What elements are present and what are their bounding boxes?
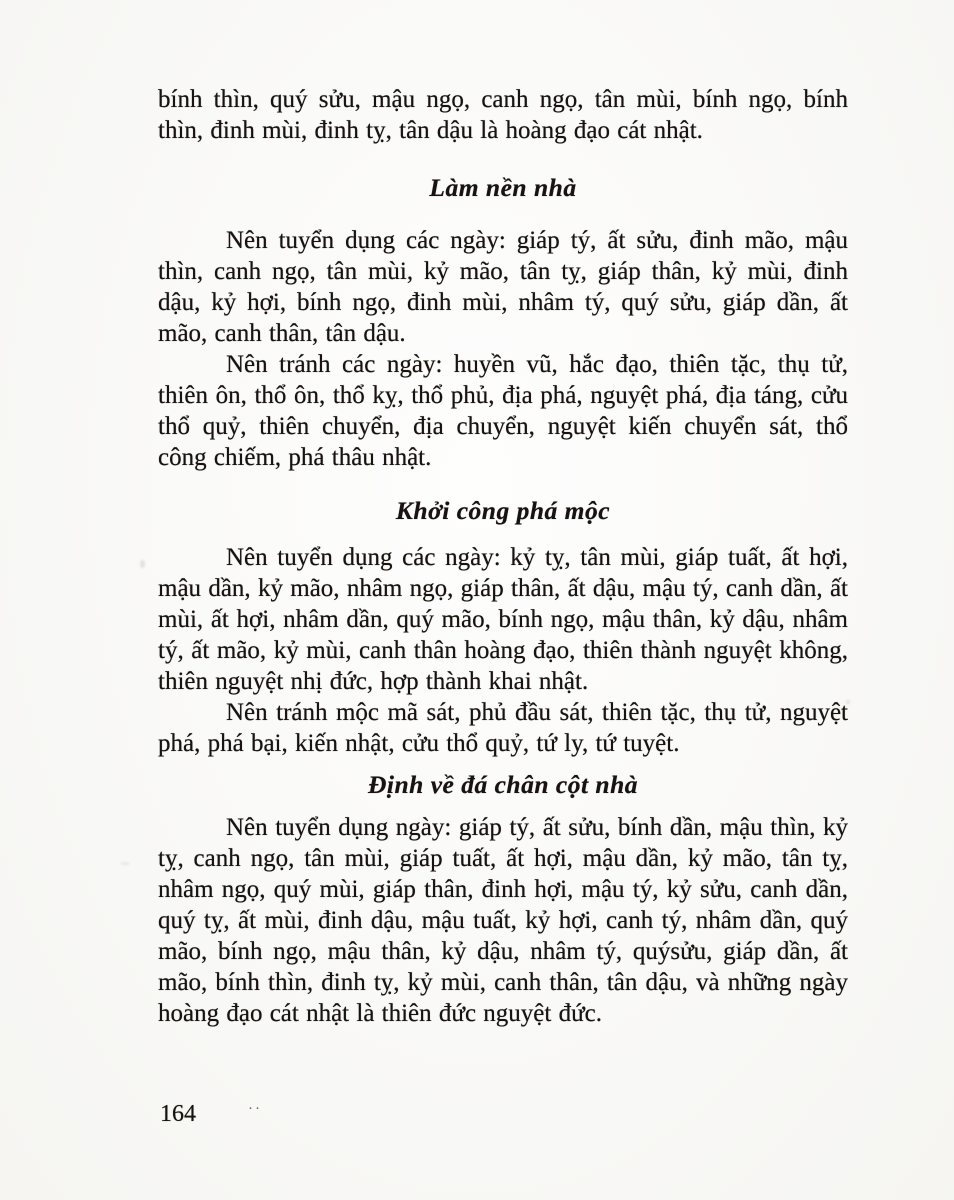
scan-dot-marks: ··: [248, 1101, 262, 1117]
section-heading-khoi-cong-pha-moc: Khởi công phá mộc: [395, 496, 611, 525]
page-footer: [160, 1094, 262, 1129]
scan-smudge: [846, 700, 850, 704]
body-paragraph: Nên tuyển dụng các ngày: giáp tý, ất sửu, đinh mão, mậu thìn, canh ngọ, tân mùi, kỷ mão, tân tỵ, giáp thân, kỷ mùi, đinh dậu, kỷ hợi, bính ngọ, đinh mùi, nhâm tý, quý sửu, giáp dần, ất mão, canh thân, tân dậu.: [158, 227, 848, 347]
body-paragraph: Nên tuyển dụng ngày: giáp tý, ất sửu, bính dần, mậu thìn, kỷ tỵ, canh ngọ, tân mùi, giáp tuất, ất hợi, mậu dần, kỷ mão, tân tỵ, nhâm ngọ, quý mùi, giáp thân, đinh hợi, mậu tý, kỷ sửu, canh dần, quý tỵ, ất mùi, đinh dậu, mậu tuất, kỷ hợi, canh tý, nhâm dần, quý mão, bính ngọ, mậu thân, kỷ dậu, nhâm tý, quýsửu, giáp dần, ất mão, bính thìn, đinh tỵ, kỷ mùi, canh thân, tân dậu, và những ngày hoàng đạo cát nhật là thiên đức nguyệt đức.: [158, 814, 848, 1027]
section-heading-lam-nen-nha: Làm nền nhà: [429, 173, 577, 202]
scan-smudge: [140, 560, 145, 568]
body-paragraph: Nên tránh mộc mã sát, phủ đầu sát, thiên tặc, thụ tử, nguyệt phá, phá bại, kiến nhật, cửu thổ quỷ, tứ ly, tứ tuyệt.: [158, 699, 848, 757]
body-paragraph: Nên tránh các ngày: huyền vũ, hắc đạo, thiên tặc, thụ tử, thiên ôn, thổ ôn, thổ kỵ, thổ phủ, địa phá, nguyệt phá, địa táng, cửu thổ quỷ, thiên chuyển, địa chuyển, nguyệt kiến chuyển sát, thổ công chiếm, phá thâu nhật.: [158, 351, 848, 471]
body-paragraph: Nên tuyển dụng các ngày: kỷ tỵ, tân mùi, giáp tuất, ất hợi, mậu dần, kỷ mão, nhâm ngọ, giáp thân, ất dậu, mậu tý, canh dần, ất mùi, ất hợi, nhâm dần, quý mão, bính ngọ, mậu thân, kỷ dậu, nhâm tý, ất mão, kỷ mùi, canh thân hoàng đạo, thiên thành nguyệt không, thiên nguyệt nhị đức, hợp thành khai nhật.: [158, 544, 848, 695]
page-number: 164: [160, 1101, 196, 1127]
scan-smudge: [120, 862, 130, 865]
continuation-paragraph: bính thìn, quý sửu, mậu ngọ, canh ngọ, tân mùi, bính ngọ, bính thìn, đinh mùi, đinh tỵ, tân dậu là hoàng đạo cát nhật.: [158, 86, 848, 144]
section-heading-dinh-ve-da-chan-cot-nha: Định về đá chân cột nhà: [367, 770, 639, 799]
text-column: [158, 84, 848, 1029]
